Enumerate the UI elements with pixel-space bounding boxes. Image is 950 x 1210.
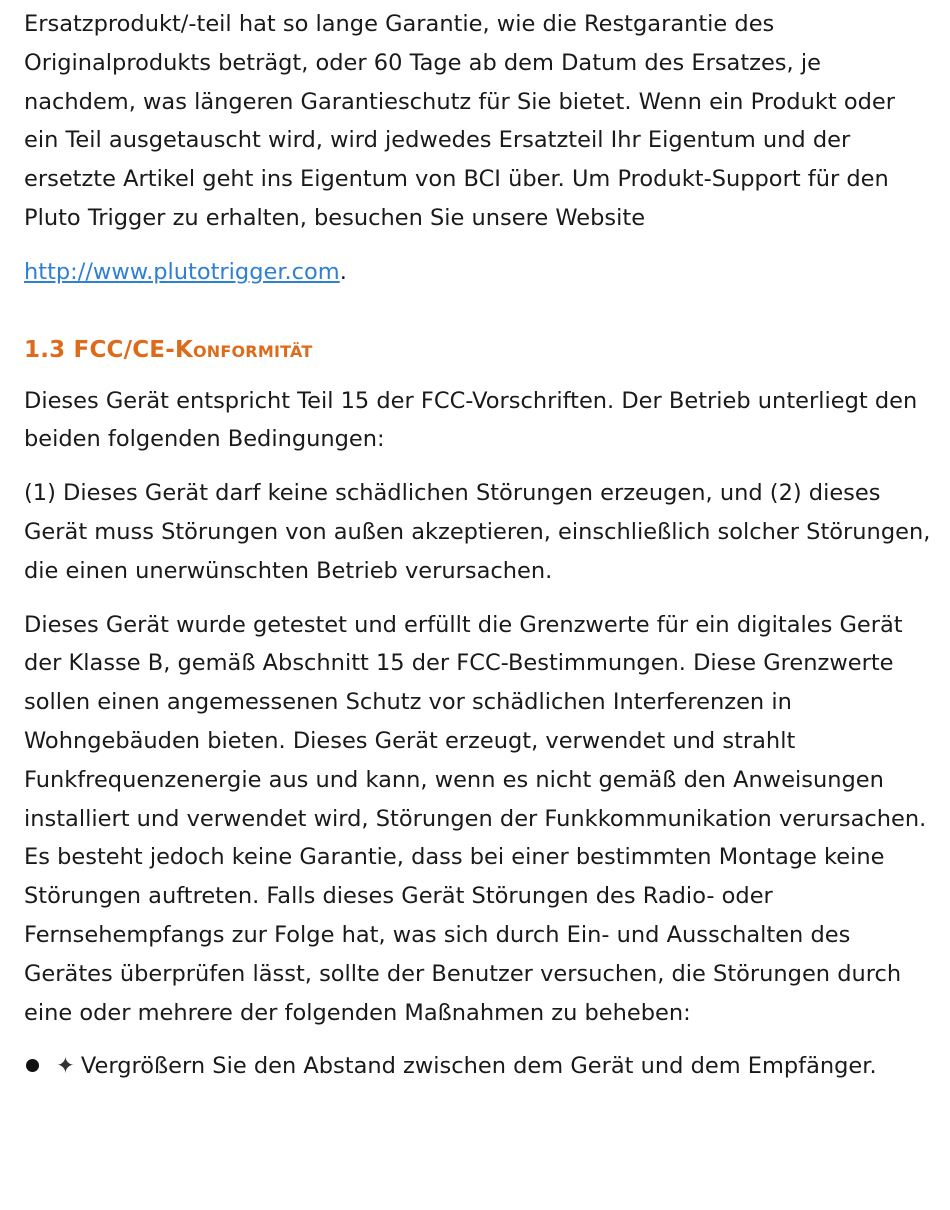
four-point-star-icon: ✦ bbox=[56, 1053, 75, 1080]
fcc-paragraph-1: Dieses Gerät entspricht Teil 15 der FCC-Vorschriften. Der Betrieb unterliegt den beiden folgenden Bedingungen: bbox=[24, 387, 918, 453]
bullet-dot-icon bbox=[26, 1059, 39, 1072]
document-page bbox=[24, 5, 934, 1086]
list-item-text: Vergrößern Sie den Abstand zwischen dem Gerät und dem Empfänger. bbox=[80, 1053, 877, 1080]
fcc-paragraph-2: (1) Dieses Gerät darf keine schädlichen Störungen erzeugen, und (2) dieses Gerät muss Störungen von außen akzeptieren, einschließlich solcher Störungen, die einen unerwünschten Betrieb verursachen. bbox=[24, 480, 931, 584]
fcc-paragraph-3: Dieses Gerät wurde getestet und erfüllt die Grenzwerte für ein digitales Gerät der Klasse B, gemäß Abschnitt 15 der FCC-Bestimmungen. Diese Grenzwerte sollen einen angemessenen Schutz vor schädlichen Interferenzen in Wohngebäuden bieten. Dieses Gerät erzeugt, verwendet und strahlt Funkfrequenzenergie aus und kann, wenn es nicht gemäß den Anweisungen installiert und verwendet wird, Störungen der Funkkommunikation verursachen. Es besteht jedoch keine Garantie, dass bei einer bestimmten Montage keine Störungen auftreten. Falls dieses Gerät Störungen des Radio- oder Fernsehempfangs zur Folge hat, was sich durch Ein- und Ausschalten des Gerätes überprüfen lässt, sollte der Benutzer versuchen, die Störungen durch eine oder mehrere der folgenden Maßnahmen zu beheben: bbox=[24, 611, 927, 1026]
warranty-paragraph: Ersatzprodukt/-teil hat so lange Garantie, wie die Restgarantie des Originalprodukts beträgt, oder 60 Tage ab dem Datum des Ersatzes, je nachdem, was längeren Garantieschutz für Sie bietet. Wenn ein Produkt oder ein Teil ausgetauscht wird, wird jedwedes Ersatzteil Ihr Eigentum und der ersetzte Artikel geht ins Eigentum von BCI über. Um Produkt-Support für den Pluto Trigger zu erhalten, besuchen Sie unsere Website bbox=[24, 11, 895, 231]
website-link[interactable]: http://www.plutotrigger.com bbox=[24, 258, 340, 285]
link-suffix: . bbox=[339, 258, 347, 285]
list-item bbox=[24, 1047, 934, 1086]
section-heading: 1.3 FCC/CE-Konformität bbox=[24, 336, 313, 363]
website-link-line bbox=[24, 253, 934, 292]
measures-list bbox=[24, 1047, 934, 1086]
